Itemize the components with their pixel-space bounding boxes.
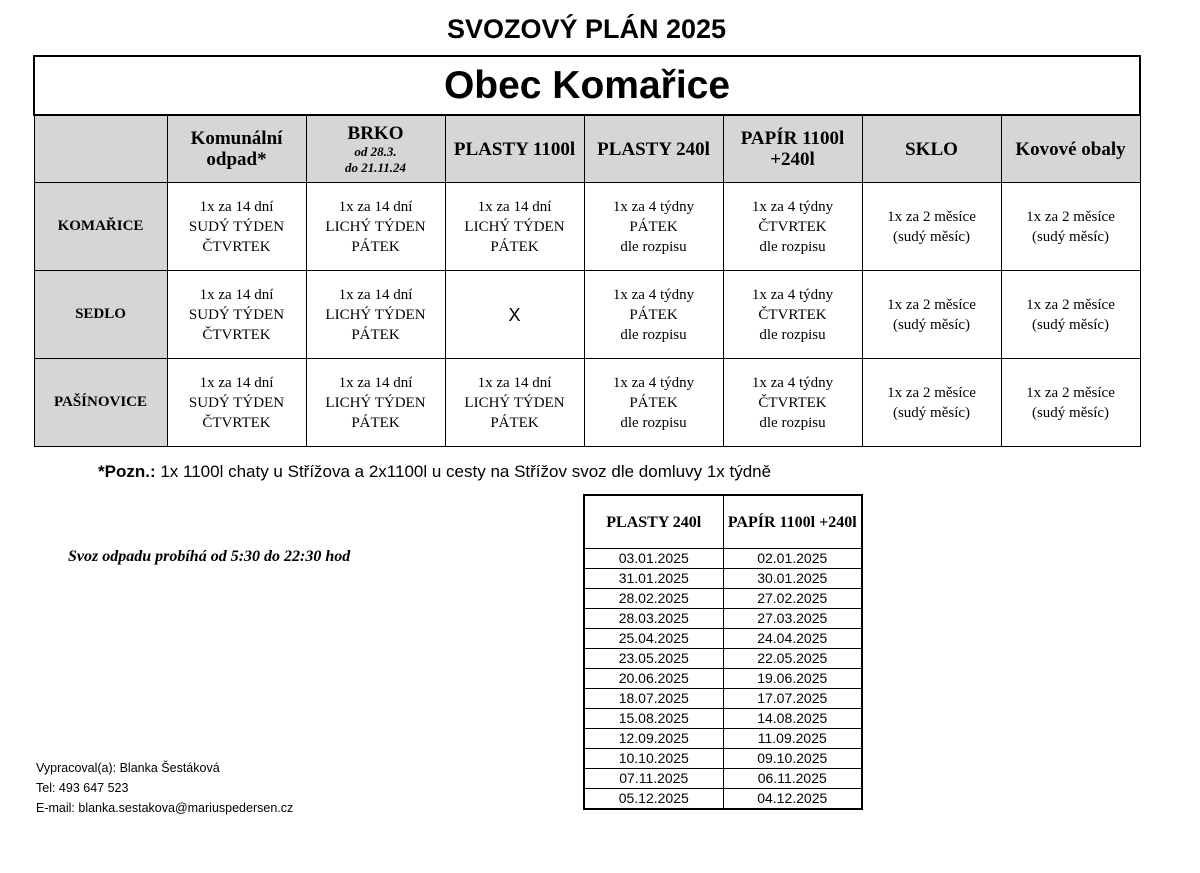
date-plasty: 23.05.2025	[584, 649, 723, 669]
cell-line: 1x za 14 dní	[338, 374, 413, 391]
header-row	[34, 115, 1140, 183]
cell-line: PÁTEK	[629, 218, 678, 235]
cell-line: 1x za 4 týdny	[751, 198, 834, 215]
date-papir: 04.12.2025	[723, 789, 862, 810]
schedule-cell-papir	[723, 271, 862, 359]
cell-line: PÁTEK	[490, 414, 539, 431]
row-label: PAŠÍNOVICE	[34, 359, 167, 447]
date-row	[584, 789, 862, 810]
cell-line: ČTVRTEK	[202, 414, 271, 431]
schedule-cell-papir	[723, 183, 862, 271]
contact-email: E-mail: blanka.sestakova@mariuspedersen.cz	[36, 801, 294, 815]
table-row	[34, 359, 1140, 447]
cell-line: 1x za 2 měsíce	[1026, 296, 1115, 313]
cell-line: ČTVRTEK	[202, 326, 271, 343]
cell-line: 1x za 4 týdny	[612, 286, 695, 303]
date-papir: 17.07.2025	[723, 689, 862, 709]
cell-line: 1x za 14 dní	[338, 286, 413, 303]
date-plasty: 12.09.2025	[584, 729, 723, 749]
date-plasty: 28.02.2025	[584, 589, 723, 609]
cell-line: SUDÝ TÝDEN	[188, 306, 285, 323]
cell-line: LICHÝ TÝDEN	[325, 394, 426, 411]
schedule-table	[33, 55, 1141, 447]
date-papir: 22.05.2025	[723, 649, 862, 669]
header-brko-to: do 21.11.24	[344, 159, 407, 175]
date-plasty: 03.01.2025	[584, 549, 723, 569]
schedule-cell-sklo	[862, 271, 1001, 359]
date-plasty: 20.06.2025	[584, 669, 723, 689]
cell-line: 1x za 14 dní	[477, 198, 552, 215]
cell-line: (sudý měsíc)	[1031, 316, 1110, 333]
schedule-cell-papir	[723, 359, 862, 447]
cell-line: 1x za 4 týdny	[612, 198, 695, 215]
cell-line: PÁTEK	[351, 238, 400, 255]
cell-line: X	[508, 304, 521, 325]
dates-header-papir: PAPÍR 1100l +240l	[723, 495, 862, 549]
cell-line: dle rozpisu	[620, 414, 687, 431]
header-brko	[306, 115, 445, 183]
schedule-cell-sklo	[862, 183, 1001, 271]
date-row	[584, 689, 862, 709]
date-row	[584, 649, 862, 669]
schedule-cell-plasty1100	[445, 183, 584, 271]
cell-line: LICHÝ TÝDEN	[464, 394, 565, 411]
date-row	[584, 549, 862, 569]
cell-line: (sudý měsíc)	[1031, 228, 1110, 245]
header-kovove: Kovové obaly	[1001, 115, 1140, 183]
cell-line: ČTVRTEK	[758, 218, 827, 235]
footnote-label: *Pozn.:	[98, 462, 156, 481]
corner-cell	[34, 115, 167, 183]
table-row	[34, 271, 1140, 359]
village-title: Obec Komařice	[34, 56, 1140, 115]
schedule-cell-brko	[306, 183, 445, 271]
schedule-cell-komunalni	[167, 271, 306, 359]
cell-line: 1x za 4 týdny	[612, 374, 695, 391]
date-papir: 30.01.2025	[723, 569, 862, 589]
cell-line: dle rozpisu	[620, 238, 687, 255]
header-komunalni: Komunální odpad*	[167, 115, 306, 183]
contact-tel: Tel: 493 647 523	[36, 781, 129, 795]
date-papir: 27.03.2025	[723, 609, 862, 629]
date-plasty: 05.12.2025	[584, 789, 723, 810]
date-row	[584, 609, 862, 629]
cell-line: PÁTEK	[490, 238, 539, 255]
header-papir: PAPÍR 1100l +240l	[723, 115, 862, 183]
schedule-cell-brko	[306, 271, 445, 359]
date-plasty: 31.01.2025	[584, 569, 723, 589]
cell-line: 1x za 2 měsíce	[887, 208, 976, 225]
page-title: SVOZOVÝ PLÁN 2025	[446, 14, 727, 44]
collection-hours: Svoz odpadu probíhá od 5:30 do 22:30 hod	[68, 548, 351, 565]
date-papir: 27.02.2025	[723, 589, 862, 609]
cell-line: 1x za 14 dní	[199, 374, 274, 391]
schedule-cell-brko	[306, 359, 445, 447]
cell-line: (sudý měsíc)	[892, 316, 971, 333]
cell-line: dle rozpisu	[759, 326, 826, 343]
cell-line: PÁTEK	[351, 326, 400, 343]
schedule-cell-kovove	[1001, 359, 1140, 447]
date-row	[584, 729, 862, 749]
date-plasty: 15.08.2025	[584, 709, 723, 729]
schedule-cell-plasty1100	[445, 359, 584, 447]
header-sklo: SKLO	[862, 115, 1001, 183]
header-brko-label: BRKO	[347, 122, 404, 144]
date-papir: 09.10.2025	[723, 749, 862, 769]
cell-line: 1x za 14 dní	[199, 286, 274, 303]
header-plasty-1100: PLASTY 1100l	[445, 115, 584, 183]
schedule-cell-komunalni	[167, 359, 306, 447]
cell-line: ČTVRTEK	[758, 394, 827, 411]
schedule-cell-sklo	[862, 359, 1001, 447]
cell-line: dle rozpisu	[620, 326, 687, 343]
cell-line: dle rozpisu	[759, 238, 826, 255]
cell-line: LICHÝ TÝDEN	[325, 218, 426, 235]
header-brko-from: od 28.3.	[354, 143, 397, 159]
schedule-cell-plasty240	[584, 359, 723, 447]
date-plasty: 25.04.2025	[584, 629, 723, 649]
cell-line: 1x za 2 měsíce	[887, 384, 976, 401]
cell-line: (sudý měsíc)	[1031, 404, 1110, 421]
cell-line: 1x za 2 měsíce	[1026, 208, 1115, 225]
cell-line: ČTVRTEK	[202, 238, 271, 255]
schedule-cell-plasty240	[584, 271, 723, 359]
date-plasty: 10.10.2025	[584, 749, 723, 769]
table-row	[34, 183, 1140, 271]
schedule-cell-kovove	[1001, 271, 1140, 359]
contact-info	[36, 758, 293, 818]
date-row	[584, 749, 862, 769]
footnote-text: 1x 1100l chaty u Střížova a 2x1100l u cesty na Střížov svoz dle domluvy 1x týdně	[155, 462, 772, 481]
cell-line: SUDÝ TÝDEN	[188, 394, 285, 411]
cell-line: (sudý měsíc)	[892, 228, 971, 245]
schedule-cell-plasty240	[584, 183, 723, 271]
cell-line: LICHÝ TÝDEN	[325, 306, 426, 323]
cell-line: 1x za 2 měsíce	[1026, 384, 1115, 401]
date-papir: 06.11.2025	[723, 769, 862, 789]
date-papir: 02.01.2025	[723, 549, 862, 569]
cell-line: 1x za 14 dní	[338, 198, 413, 215]
date-row	[584, 669, 862, 689]
date-row	[584, 769, 862, 789]
cell-line: (sudý měsíc)	[892, 404, 971, 421]
schedule-cell-komunalni	[167, 183, 306, 271]
dates-table	[583, 494, 863, 810]
date-row	[584, 589, 862, 609]
date-row	[584, 629, 862, 649]
date-row	[584, 709, 862, 729]
cell-line: ČTVRTEK	[758, 306, 827, 323]
cell-line: LICHÝ TÝDEN	[464, 218, 565, 235]
header-plasty-240: PLASTY 240l	[584, 115, 723, 183]
cell-line: 1x za 4 týdny	[751, 286, 834, 303]
date-plasty: 18.07.2025	[584, 689, 723, 709]
cell-line: PÁTEK	[351, 414, 400, 431]
cell-line: 1x za 14 dní	[199, 198, 274, 215]
cell-line: 1x za 14 dní	[477, 374, 552, 391]
date-papir: 24.04.2025	[723, 629, 862, 649]
schedule-cell-plasty1100	[445, 271, 584, 359]
date-plasty: 28.03.2025	[584, 609, 723, 629]
row-label: SEDLO	[34, 271, 167, 359]
date-papir: 14.08.2025	[723, 709, 862, 729]
dates-header-plasty: PLASTY 240l	[584, 495, 723, 549]
cell-line: 1x za 4 týdny	[751, 374, 834, 391]
date-papir: 11.09.2025	[723, 729, 862, 749]
contact-author: Vypracoval(a): Blanka Šestáková	[36, 761, 220, 775]
schedule-cell-kovove	[1001, 183, 1140, 271]
cell-line: SUDÝ TÝDEN	[188, 218, 285, 235]
cell-line: PÁTEK	[629, 306, 678, 323]
date-papir: 19.06.2025	[723, 669, 862, 689]
cell-line: dle rozpisu	[759, 414, 826, 431]
date-plasty: 07.11.2025	[584, 769, 723, 789]
cell-line: 1x za 2 měsíce	[887, 296, 976, 313]
footnote	[98, 462, 771, 482]
row-label: KOMAŘICE	[34, 183, 167, 271]
cell-line: PÁTEK	[629, 394, 678, 411]
date-row	[584, 569, 862, 589]
